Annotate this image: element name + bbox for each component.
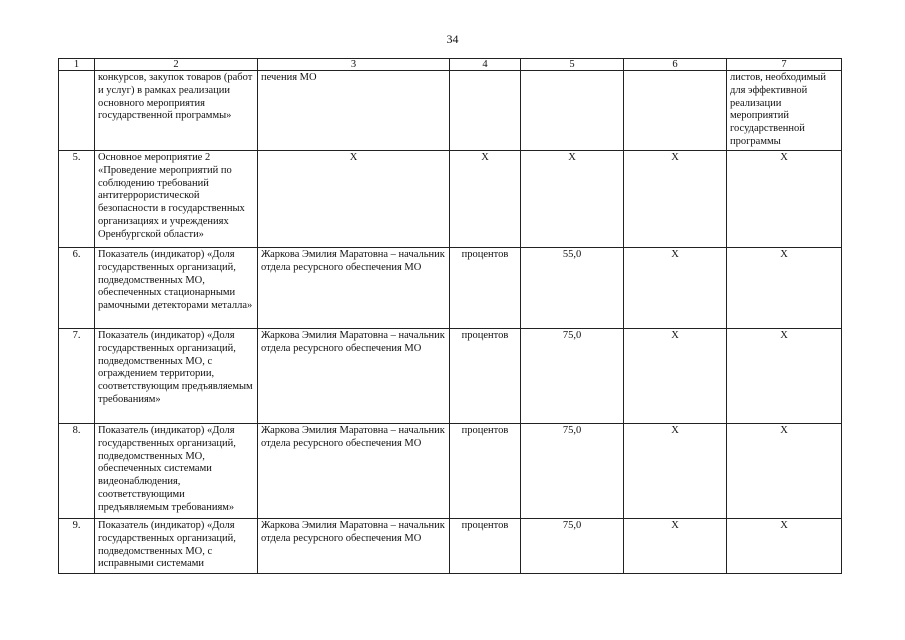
row-name: Показатель (индикатор) «Доля государственных организаций, подведомственных МО, с исправными системами <box>95 519 258 574</box>
header-col-5: 5 <box>521 59 624 71</box>
row-col7: листов, необходимый для эффективной реализации мероприятий государственной программы <box>727 71 842 151</box>
row-value <box>521 71 624 151</box>
row-col6: Х <box>624 151 727 248</box>
table-row <box>59 151 842 248</box>
table-row <box>59 329 842 424</box>
header-col-3: 3 <box>258 59 450 71</box>
program-indicators-table <box>58 58 842 574</box>
row-unit: процентов <box>450 519 521 574</box>
row-value: 75,0 <box>521 424 624 519</box>
row-number: 7. <box>59 329 95 424</box>
row-number: 6. <box>59 248 95 329</box>
page-number: 34 <box>446 32 459 46</box>
row-col6 <box>624 71 727 151</box>
header-col-6: 6 <box>624 59 727 71</box>
row-name: Основное мероприятие 2 «Проведение мероприятий по соблюдению требований антитеррористической безопасности в государственных организациях и учреждениях Оренбургской области» <box>95 151 258 248</box>
header-row <box>59 59 842 71</box>
row-number: 5. <box>59 151 95 248</box>
header-col-4: 4 <box>450 59 521 71</box>
row-value: Х <box>521 151 624 248</box>
row-unit: процентов <box>450 329 521 424</box>
row-responsible: Жаркова Эмилия Маратовна – начальник отдела ресурсного обеспечения МО <box>258 329 450 424</box>
row-col7: Х <box>727 329 842 424</box>
row-unit: процентов <box>450 424 521 519</box>
row-unit <box>450 71 521 151</box>
row-col7: Х <box>727 248 842 329</box>
row-col7: Х <box>727 424 842 519</box>
row-responsible: Жаркова Эмилия Маратовна – начальник отдела ресурсного обеспечения МО <box>258 248 450 329</box>
row-unit: Х <box>450 151 521 248</box>
row-col6: Х <box>624 329 727 424</box>
row-responsible: Жаркова Эмилия Маратовна – начальник отдела ресурсного обеспечения МО <box>258 519 450 574</box>
row-col6: Х <box>624 248 727 329</box>
row-responsible: Х <box>258 151 450 248</box>
table-row <box>59 248 842 329</box>
header-col-7: 7 <box>727 59 842 71</box>
row-name: Показатель (индикатор) «Доля государственных организаций, подведомственных МО, обеспеченных системами видеонаблюдения, соответствующими предъявляемым требованиям» <box>95 424 258 519</box>
table-row <box>59 424 842 519</box>
row-number: 8. <box>59 424 95 519</box>
row-name: конкурсов, закупок товаров (работ и услуг) в рамках реализации основного мероприятия государственной программы» <box>95 71 258 151</box>
header-col-2: 2 <box>95 59 258 71</box>
row-col6: Х <box>624 519 727 574</box>
row-unit: процентов <box>450 248 521 329</box>
table-row <box>59 519 842 574</box>
row-value: 55,0 <box>521 248 624 329</box>
row-value: 75,0 <box>521 519 624 574</box>
row-name: Показатель (индикатор) «Доля государственных организаций, подведомственных МО, обеспеченных стационарными рамочными детекторами металла» <box>95 248 258 329</box>
row-col6: Х <box>624 424 727 519</box>
row-number: 9. <box>59 519 95 574</box>
table-row-continuation <box>59 71 842 151</box>
row-value: 75,0 <box>521 329 624 424</box>
row-col7: Х <box>727 519 842 574</box>
row-name: Показатель (индикатор) «Доля государственных организаций, подведомственных МО, с ограждением территории, соответствующим предъявляемым требованиям» <box>95 329 258 424</box>
row-number <box>59 71 95 151</box>
row-col7: Х <box>727 151 842 248</box>
row-responsible: печения МО <box>258 71 450 151</box>
header-col-1: 1 <box>59 59 95 71</box>
row-responsible: Жаркова Эмилия Маратовна – начальник отдела ресурсного обеспечения МО <box>258 424 450 519</box>
